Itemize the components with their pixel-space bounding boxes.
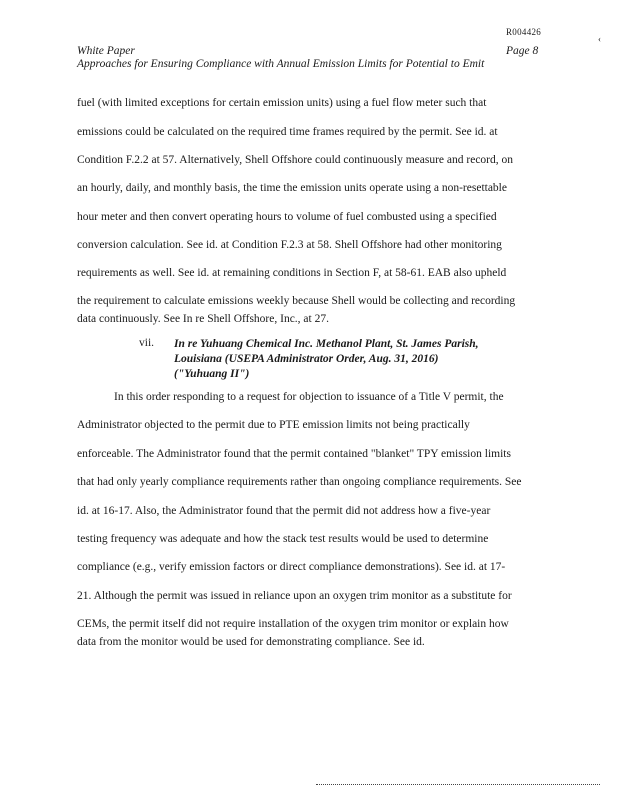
- header-title-line1: White Paper: [77, 45, 135, 57]
- running-header: [77, 45, 484, 71]
- text-line: the requirement to calculate emissions weekly because Shell would be collecting and recording: [77, 295, 516, 307]
- text-line: testing frequency was adequate and how the stack test results would be used to determine: [77, 533, 489, 545]
- section-title-line: Louisiana (USEPA Administrator Order, Aug. 31, 2016): [174, 353, 439, 365]
- corner-mark: ‹: [598, 34, 601, 44]
- text-line: Condition F.2.2 at 57. Alternatively, Shell Offshore could continuously measure and record, on: [77, 154, 514, 166]
- section-number: vii.: [139, 337, 155, 349]
- page-number: Page 8: [506, 45, 539, 57]
- text-line: 21. Although the permit was issued in reliance upon an oxygen trim monitor as a substitute for: [77, 590, 512, 602]
- text-line: conversion calculation. See id. at Condition F.2.3 at 58. Shell Offshore had other monitoring: [77, 239, 502, 251]
- text-line: an hourly, daily, and monthly basis, the time the emission units operate using a non-resettable: [77, 182, 507, 194]
- footer-rule: [316, 784, 600, 785]
- text-line: Administrator objected to the permit due to PTE emission limits not being practically: [77, 419, 470, 431]
- text-line: data from the monitor would be used for demonstrating compliance. See id.: [77, 636, 425, 648]
- text-line: enforceable. The Administrator found that the permit contained "blanket" TPY emission limits: [77, 448, 511, 460]
- text-line: In this order responding to a request for objection to issuance of a Title V permit, the: [114, 391, 504, 403]
- section-title-line: ("Yuhuang II"): [174, 368, 250, 380]
- header-title-line2: Approaches for Ensuring Compliance with Annual Emission Limits for Potential to Emit: [77, 58, 485, 70]
- section-title: [174, 337, 554, 382]
- text-line: compliance (e.g., verify emission factors or direct compliance demonstrations). See id. at 17-: [77, 561, 506, 573]
- section-title-line: In re Yuhuang Chemical Inc. Methanol Plant, St. James Parish,: [174, 338, 479, 350]
- text-line: CEMs, the permit itself did not require installation of the oxygen trim monitor or explain how: [77, 618, 509, 630]
- text-line: requirements as well. See id. at remaining conditions in Section F, at 58-61. EAB also upheld: [77, 267, 507, 279]
- text-line: that had only yearly compliance requirements rather than ongoing compliance requirements. See: [77, 476, 522, 488]
- text-line: emissions could be calculated on the required time frames required by the permit. See id. at: [77, 126, 498, 138]
- text-line: hour meter and then convert operating hours to volume of fuel combusted using a specified: [77, 211, 497, 223]
- text-line: fuel (with limited exceptions for certain emission units) using a fuel flow meter such that: [77, 97, 487, 109]
- text-line: data continuously. See In re Shell Offshore, Inc., at 27.: [77, 313, 329, 325]
- document-id: R004426: [506, 27, 542, 37]
- text-line: id. at 16-17. Also, the Administrator found that the permit did not address how a five-year: [77, 505, 491, 517]
